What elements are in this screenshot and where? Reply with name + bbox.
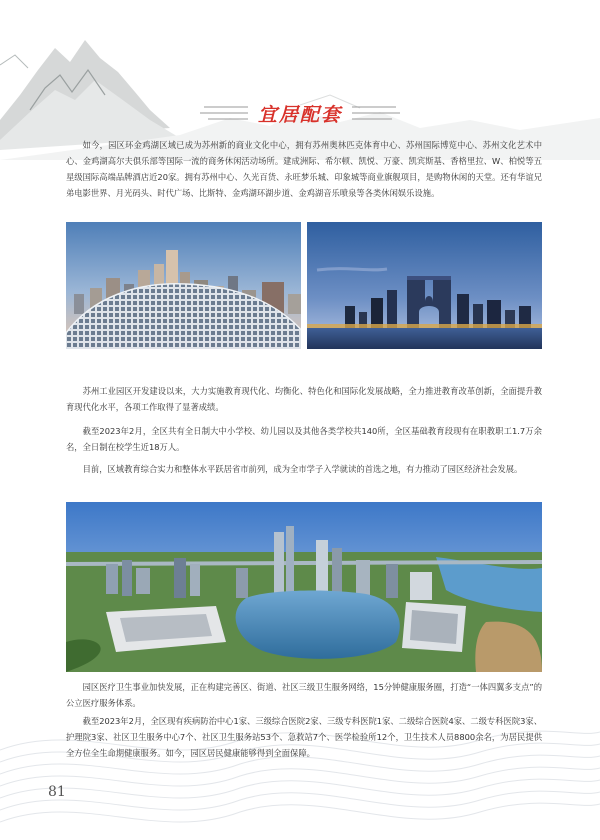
aerial-lake-photo [66,502,542,672]
gate-of-orient-photo [307,222,542,349]
decorative-lines-icon [200,104,248,122]
mountain-ink-decoration [0,0,600,160]
education-statistics-paragraph: 截至2023年2月，全区共有全日制大中小学校、幼儿园以及其他各类学校共140所，全区基础教育段现有在职教职工1.7万余名，全日制在校学生近18万人。 [66,426,542,452]
page-number: 81 [48,784,66,800]
skyline-dome-photo [66,222,301,349]
commerce-paragraph: 如今，园区环金鸡湖区域已成为苏州新的商业文化中心，拥有苏州奥林匹克体育中心、苏州国际博览中心、苏州文化艺术中心、金鸡湖高尔夫俱乐部等国际一流的商务休闲活动场所。建成洲际、希尔顿、凯悦、万豪、凯宾斯基、香格里拉、W、柏悦等五星级国际高端品牌酒店近20家。拥有苏州中心、久光百货、永旺梦乐城、印象城等商业旗舰项目，是购物休闲的天堂。还有华谊兄弟电影世界、月光码头、时代广场、比斯特、金鸡湖环湖步道、金鸡湖音乐喷泉等各类休闲娱乐设施。 [66,140,542,198]
education-development-paragraph: 苏州工业园区开发建设以来，大力实施教育现代化、均衡化、特色化和国际化发展战略，全力推进教育改革创新，全面提升教育现代化水平，各项工作取得了显著成绩。 [66,386,542,412]
education-summary-paragraph: 目前，区域教育综合实力和整体水平跃居省市前列，成为全市学子入学就读的首选之地，有力推动了园区经济社会发展。 [82,464,523,474]
healthcare-network-paragraph: 园区医疗卫生事业加快发展，正在构建完善区、街道、社区三级卫生服务网络，15分钟健康服务圈，打造“一体四翼多支点”的公立医疗服务体系。 [66,682,542,708]
page-title: 宜居配套 [257,103,342,126]
healthcare-statistics-paragraph: 截至2023年2月，全区现有疾病防治中心1家、三级综合医院2家、三级专科医院1家、二级综合医院4家、二级专科医院3家、护理院3家、社区卫生服务中心7个、社区卫生服务站53个、急救站7个、医学检验所12个，卫生技术人员8800余名，为居民提供全方位全生命期健康服务。如今，园区居民健康能够得到全面保障。 [66,716,542,758]
decorative-lines-icon [352,104,400,122]
section-heading [0,98,600,128]
